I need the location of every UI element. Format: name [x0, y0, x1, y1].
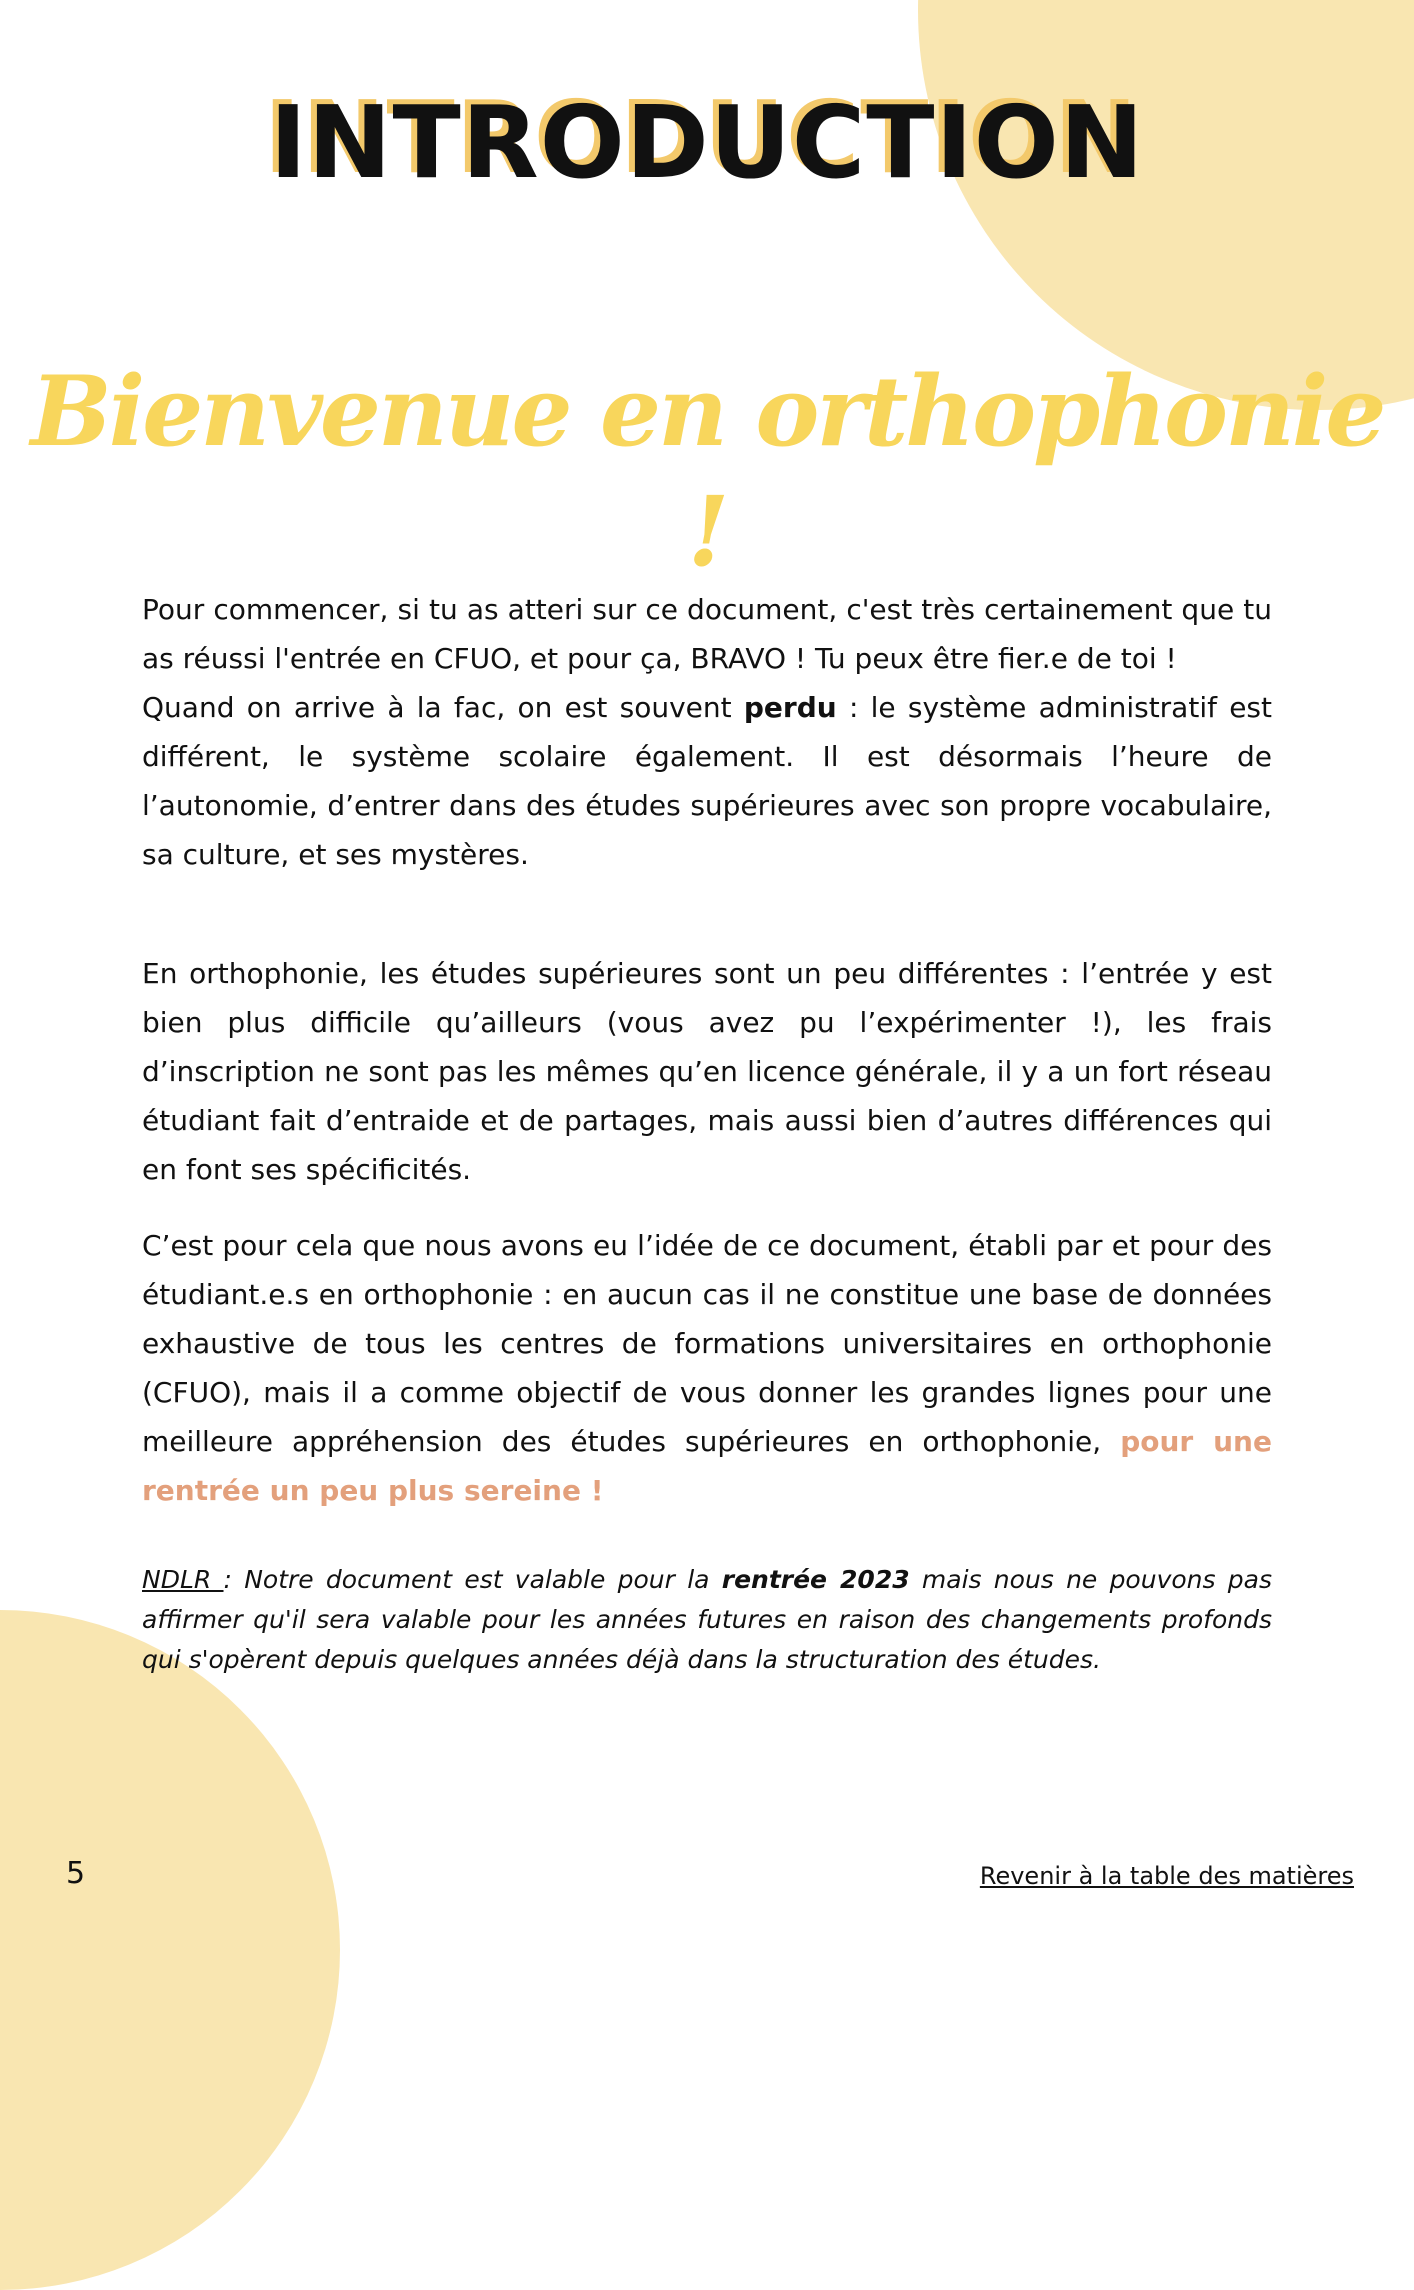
- intro-paragraph-3: [142, 1221, 1272, 1515]
- editor-note-before: : Notre document est valable pour la: [223, 1565, 722, 1594]
- intro-paragraph-1: [142, 585, 1272, 879]
- page-title: INTRODUCTION: [269, 84, 1145, 201]
- intro-paragraph-2: En orthophonie, les études supérieures sont un peu différentes : l’entrée y est bien plus difficile qu’ailleurs (vous avez pu l’expérimenter !), les frais d’inscription ne sont pas les mêmes qu’en licence générale, il y a un fort réseau étudiant fait d’entraide et de partages, mais aussi bien d’autres différences qui en font ses spécificités.: [142, 957, 1272, 1186]
- back-to-table-of-contents-link[interactable]: Revenir à la table des matières: [979, 1862, 1354, 1890]
- editor-note-after: mais nous ne pouvons pas affirmer qu'il sera valable pour les années futures en raison des changements profonds qui s'opèrent depuis quelques années déjà dans la structuration des études.: [142, 1565, 1273, 1674]
- intro-paragraph-3-text: C’est pour cela que nous avons eu l’idée de ce document, établi par et pour des étudiant.e.s en orthophonie : en aucun cas il ne constitue une base de données exhaustive de tous les centres de formations universitaires en orthophonie (CFUO), mais il a comme objectif de vous donner les grandes lignes pour une meilleure appréhension des études supérieures en orthophonie,: [142, 1229, 1272, 1458]
- decorative-circle-bottom-left: [0, 1610, 340, 2290]
- welcome-heading: Bienvenue en orthophonie !: [30, 355, 1384, 588]
- editor-note-label: NDLR: [142, 1565, 224, 1594]
- editor-note-bold: rentrée 2023: [721, 1565, 910, 1594]
- intro-paragraph-3-highlight: pour une rentrée un peu plus sereine !: [142, 1425, 1272, 1507]
- editor-note: [142, 1560, 1272, 1680]
- intro-paragraph-1-text: Pour commencer, si tu as atteri sur ce document, c'est très certainement que tu as réussi l'entrée en CFUO, et pour ça, BRAVO ! Tu peux être fier.e de toi !: [142, 593, 1272, 675]
- intro-paragraph-1b-bold: perdu: [743, 691, 837, 724]
- decorative-circle-top-right: [918, 0, 1414, 410]
- page-number: 5: [66, 1856, 86, 1891]
- intro-paragraph-1b-before: Quand on arrive à la fac, on est souvent: [142, 691, 744, 724]
- intro-paragraph-1b-after: : le système administratif est différent, le système scolaire également. Il est désormais l’heure de l’autonomie, d’entrer dans des études supérieures avec son propre vocabulaire, sa culture, et ses mystères.: [142, 691, 1272, 871]
